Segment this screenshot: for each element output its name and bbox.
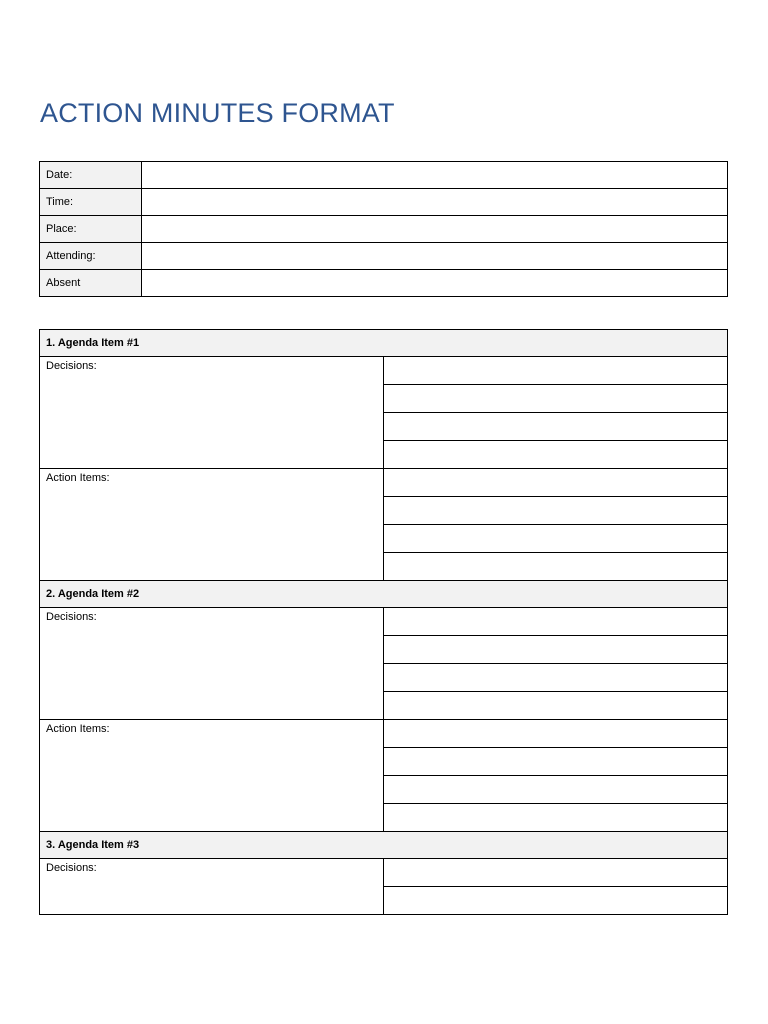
decision-line[interactable] [384, 664, 728, 692]
info-row-place [40, 216, 728, 243]
meeting-info-table [39, 161, 728, 297]
decision-line[interactable] [384, 887, 728, 915]
info-row-absent [40, 270, 728, 297]
action-item-line[interactable] [384, 469, 728, 497]
info-row-date [40, 162, 728, 189]
absent-field[interactable] [142, 270, 728, 297]
decision-line[interactable] [384, 608, 728, 636]
agenda-item-header [40, 581, 728, 608]
info-row-attending [40, 243, 728, 270]
info-label: Date: [40, 162, 142, 189]
decision-row [40, 357, 728, 385]
agenda-table [39, 329, 728, 915]
decision-line[interactable] [384, 441, 728, 469]
decision-line[interactable] [384, 636, 728, 664]
action-item-line[interactable] [384, 776, 728, 804]
info-label: Attending: [40, 243, 142, 270]
decision-row [40, 859, 728, 887]
info-label: Absent [40, 270, 142, 297]
agenda-item-header [40, 832, 728, 859]
info-label: Time: [40, 189, 142, 216]
decisions-label: Decisions: [40, 357, 384, 469]
date-field[interactable] [142, 162, 728, 189]
attending-field[interactable] [142, 243, 728, 270]
decision-line[interactable] [384, 385, 728, 413]
action-item-line[interactable] [384, 553, 728, 581]
decision-line[interactable] [384, 357, 728, 385]
action-item-line[interactable] [384, 720, 728, 748]
action-item-line[interactable] [384, 804, 728, 832]
decision-line[interactable] [384, 859, 728, 887]
action-item-line[interactable] [384, 748, 728, 776]
page-title: ACTION MINUTES FORMAT [40, 98, 395, 128]
agenda-item-header [40, 330, 728, 357]
agenda-item-title: 2. Agenda Item #2 [40, 581, 728, 608]
action-row [40, 469, 728, 497]
action-row [40, 720, 728, 748]
action-items-label: Action Items: [40, 469, 384, 581]
decision-row [40, 608, 728, 636]
agenda-item-title: 1. Agenda Item #1 [40, 330, 728, 357]
action-item-line[interactable] [384, 525, 728, 553]
time-field[interactable] [142, 189, 728, 216]
action-item-line[interactable] [384, 497, 728, 525]
place-field[interactable] [142, 216, 728, 243]
info-label: Place: [40, 216, 142, 243]
decisions-label: Decisions: [40, 608, 384, 720]
decision-line[interactable] [384, 413, 728, 441]
action-items-label: Action Items: [40, 720, 384, 832]
decision-line[interactable] [384, 692, 728, 720]
decisions-label: Decisions: [40, 859, 384, 915]
info-row-time [40, 189, 728, 216]
agenda-item-title: 3. Agenda Item #3 [40, 832, 728, 859]
